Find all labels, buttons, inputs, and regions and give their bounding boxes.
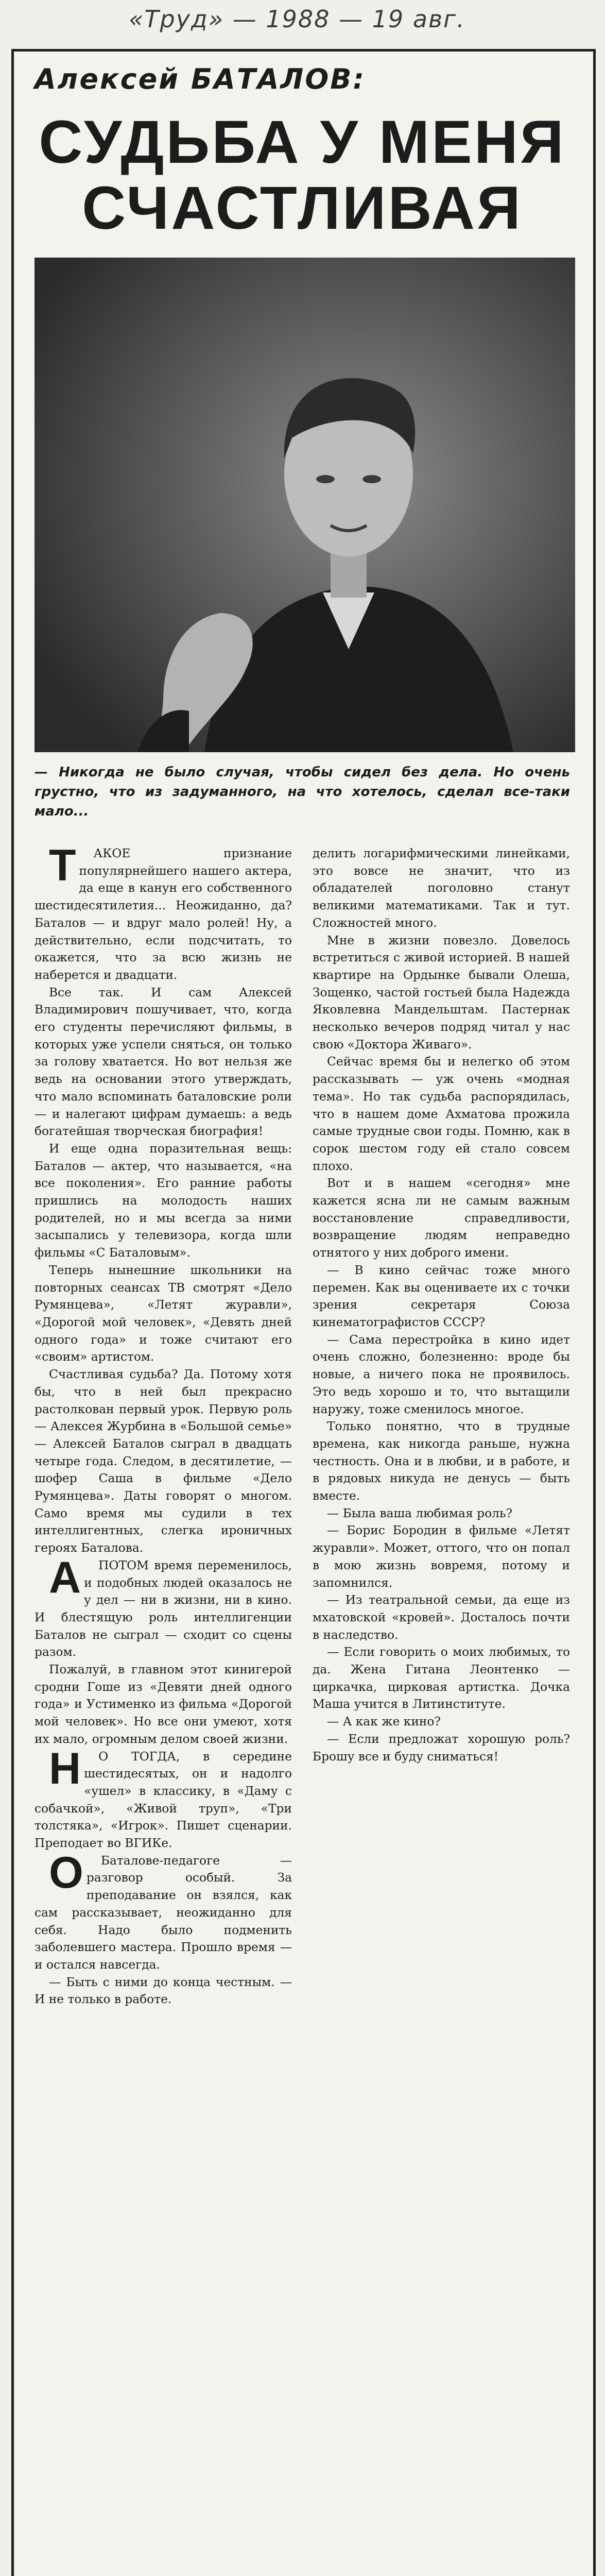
paragraph: ОБаталове-педагоге — разговор особый. За преподавание он взялся, как сам рассказывает, неожиданно для себя. Надо было подменить заболевшего мастера. Прошло время — и остался навсегда. <box>34 1848 292 1972</box>
paragraph: — Если говорить о моих любимых, то да. Жена Гитана Леонтенко — циркачка, цирковая артистка. Дочка Маша учится в Литинституте. <box>313 1645 570 1711</box>
paragraph: Мне в жизни повезло. Довелось встретиться с живой историей. В нашей квартире на Ордынке бывали Олеша, Зощенко, частой гостьей была Надежда Яковлевна Мандельштам. Пастернак несколько вечеров подряд читал у нас свою «Доктора Живаго». <box>313 933 570 1052</box>
article-frame <box>11 49 596 2576</box>
article-column-right <box>313 845 570 1765</box>
paragraph: Теперь нынешние школьники на повторных сеансах ТВ смотрят «Дело Румянцева», «Летят журавли», «Дорогой мой человек», «Девять дней одного года» и тоже считают его «своим» артистом. <box>34 1263 292 1364</box>
paragraph: — Если предложат хорошую роль? Брошу все и буду сниматься! <box>313 1732 570 1764</box>
paragraph: Вот и в нашем «сегодня» мне кажется ясна ли не самым важным восстановление справедливости, возвращение людям неправедно отнятого у них доброго имени. <box>313 1176 570 1260</box>
paragraph: — В кино сейчас тоже много перемен. Как вы оцениваете их с точки зрения секретаря Союза кинематографистов СССР? <box>313 1263 570 1329</box>
paragraph: Сейчас время бы и нелегко об этом рассказывать — уж очень «модная тема». Но так судьба распорядилась, что в нашем доме Ахматова прожила самые трудные свои годы. Помню, как в сорок шестом году ей стало совсем плохо. <box>313 1055 570 1173</box>
paragraph: НО ТОГДА, в середине шестидесятых, он и надолго «ушел» в классику, в «Даму с собачкой», «Живой труп», «Три толстяка», «Игрок». Пишет сценарии. Преподает во ВГИКе. <box>34 1743 292 1851</box>
paragraph: — Быть с ними до конца честным. — И не только в работе. <box>34 1975 292 2007</box>
paragraph: И еще одна поразительная вещь: Баталов — актер, что называется, «на все поколения». Его ранние работы пришлись на молодость наших родителей, но и мы всегда за ними засыпались у телевизора, когда шли фильмы «С Баталовым». <box>34 1141 292 1260</box>
paragraph: — Была ваша любимая роль? <box>327 1506 513 1520</box>
paragraph: АПОТОМ время переменилось, и подобных людей оказалось не у дел — ни в жизни, ни в кино. И блестящую роль интеллигенции Баталов не сыграл — сходит со сцены разом. <box>34 1552 292 1659</box>
portrait-photo <box>34 258 575 752</box>
paragraph: Только понятно, что в трудные времена, как никогда раньше, нужна честность. Она и в любви, и в работе, и в рядовых никуда не денусь — быть вместе. <box>313 1419 570 1503</box>
paragraph: Пожалуй, в главном этот кинигерой сродни Гоше из «Девяти дней одного года» и Устименко из фильма «Дорогой мой человек». Но все они умеют, хотя их мало, огромным делом своей жизни. <box>34 1663 292 1746</box>
headline: СУДЬБА У МЕНЯ СЧАСТЛИВАЯ <box>39 108 566 242</box>
photo-caption: — Никогда не было случая, чтобы сидел без дела. Но очень грустно, что из задуманного, на что хотелось, сделал все-таки мало... <box>34 765 570 819</box>
paragraph: — Сама перестройка в кино идет очень сложно, болезненно: вроде бы новые, а ничего пока не проявилось. Это ведь хорошо и то, что вытащили наружу, тоже сменилось многое. <box>313 1332 570 1416</box>
paragraph: Счастливая судьба? Да. Потому хотя бы, что в ней был прекрасно растолкован первый урок. Первую роль — Алексея Журбина в «Большой семье» — Алексей Баталов сыграл в двадцать четыре года. Следом, в десятилетие, — шофер Саша в фильме «Дело Румянцева». Даты говорят о многом. Само время мы судили в тех интеллигентных, слегка ироничных героях Баталова. <box>34 1367 292 1555</box>
paragraph: ТАКОЕ признание популярнейшего нашего актера, да еще в канун его собственного шестидесятилетия... Неожиданно, да? Баталов — и вдруг мало ролей! Ну, а действительно, если подсчитать, то окажется, что за всю жизнь не наберется и двадцати. <box>34 841 292 982</box>
paragraph: — Из театральной семьи, да еще из мхатовской «кровей». Досталось почти в наследство. <box>313 1593 570 1642</box>
paragraph: — Борис Бородин в фильме «Летят журавли». Может, оттого, что он попал в мою жизнь вовремя, потому и запомнился. <box>313 1523 570 1590</box>
article-column-left <box>34 841 292 2008</box>
byline: Алексей БАТАЛОВ: <box>34 63 366 95</box>
paragraph: делить логарифмическими линейками, это вовсе не значит, что из обладателей поголовно станут великими математиками. Так и тут. Сложностей много. <box>313 846 570 930</box>
handwritten-date-note: «Труд» — 1988 — 19 авг. <box>129 5 465 33</box>
portrait-image <box>34 258 575 752</box>
paragraph: — А как же кино? <box>327 1715 441 1729</box>
paragraph: Все так. И сам Алексей Владимирович пошучивает, что, когда его студенты перечисляют фильмы, в которых уже успели сняться, он только за голову хватается. Но вот нельзя же ведь на основании этого утверждать, что мало вспоминать баталовские роли — и налегают цифрам думаешь: а ведь богатейшая творческая биография! <box>34 985 292 1139</box>
